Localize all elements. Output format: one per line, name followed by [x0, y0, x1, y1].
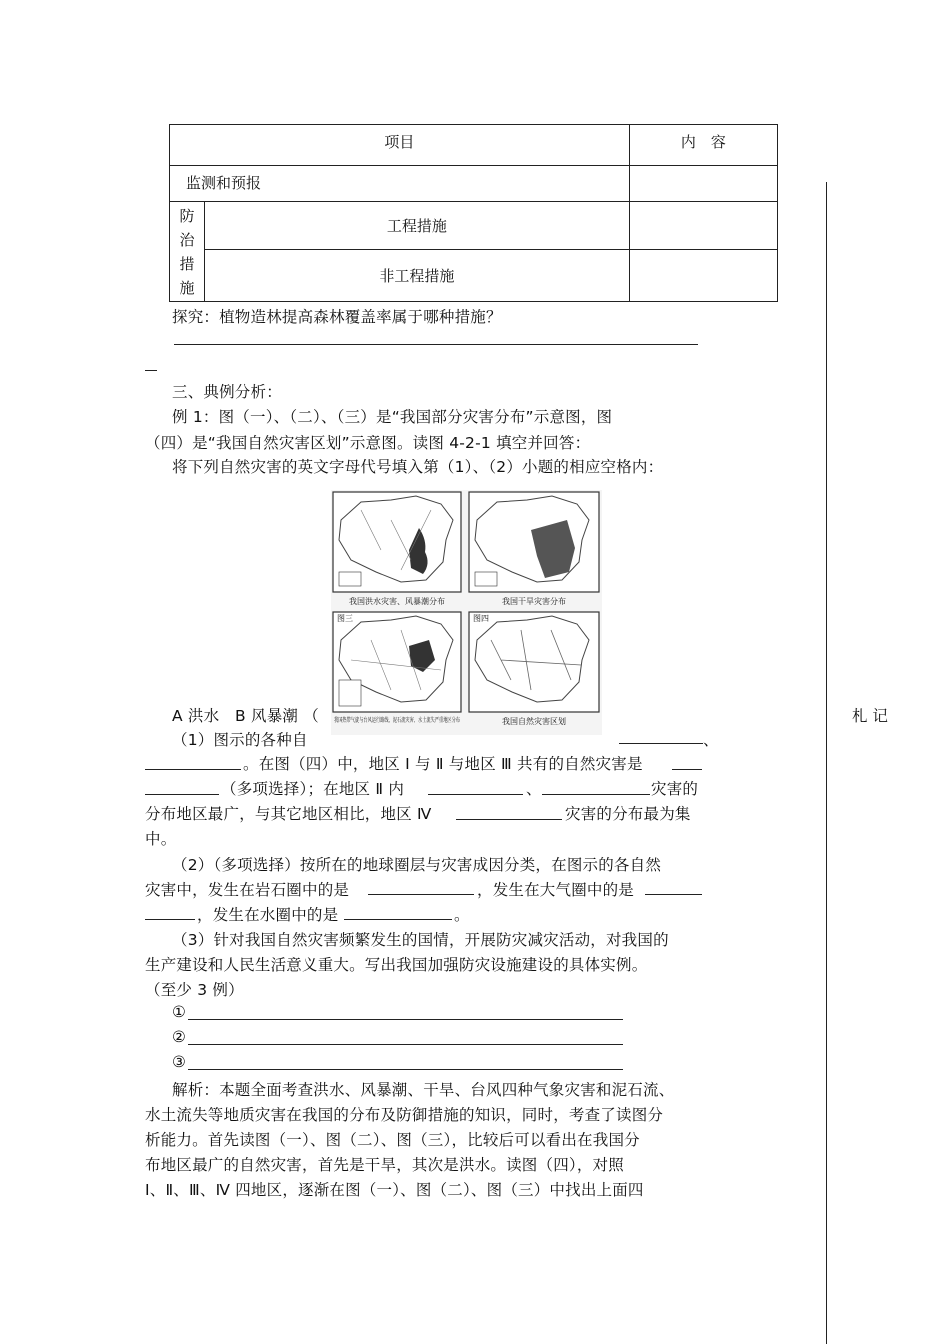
blank-q1-a [619, 743, 703, 744]
analysis-line4: 布地区最广的自然灾害，首先是干旱，其次是洪水。读图（四），对照 [145, 1156, 624, 1174]
q1-line1: （1）图示的各种自 [172, 731, 308, 749]
fig-caption-2: 我国干旱灾害分布 [502, 597, 566, 606]
non-engineering-content [629, 250, 777, 302]
q1-line5: 中。 [145, 830, 177, 848]
analysis-line1: 解析：本题全面考查洪水、风暴潮、干旱、台风四种气象灾害和泥石流、 [172, 1081, 675, 1099]
fig-caption-1: 我国洪水灾害、风暴潮分布 [349, 597, 445, 606]
fig-caption-4: 我国自然灾害区划 [502, 717, 566, 726]
q1-line4b: 灾害的分布最为集 [565, 805, 691, 823]
table-header-item: 项目 [170, 125, 630, 166]
blank-q1-e [542, 794, 650, 795]
measures-table [169, 124, 778, 302]
q1-line2: 。在图（四）中，地区 Ⅰ 与 Ⅱ 与地区 Ⅲ 共有的自然灾害是 [243, 755, 643, 773]
q1-line3b: 、 [526, 780, 542, 798]
fig-label-4: 图四 [473, 614, 489, 623]
row-monitor-content [629, 166, 777, 202]
blank-q1-b [145, 769, 241, 770]
answer-line-2 [188, 1044, 623, 1045]
blank-q1-c [672, 769, 702, 770]
blank-q2-c [344, 919, 452, 920]
blank-q1-f [456, 819, 562, 820]
q1-line3a: （多项选择）；在地区 Ⅱ 内 [221, 780, 405, 798]
analysis-line5: Ⅰ、Ⅱ、Ⅲ、Ⅳ 四地区，逐渐在图（一）、图（二）、图（三）中找出上面四 [145, 1181, 644, 1199]
fig-label-3: 图三 [337, 614, 353, 623]
answer-mark-2: ② [172, 1028, 187, 1046]
prevent-char-1: 防 [179, 206, 195, 225]
options-line: A 洪水 B 风暴潮 （ [172, 707, 319, 725]
explore-question: 探究：植物造林提高森林覆盖率属于哪种措施？ [172, 308, 502, 326]
fig-caption-3: 我国热带气旋与台风运行路线、泥石流灾害、水土流失严重地区分布 [334, 717, 515, 724]
q2-line3a: ，发生在水圈中的是 [197, 906, 339, 924]
answer-mark-1: ① [172, 1003, 187, 1021]
prevent-char-3: 措 [179, 254, 195, 273]
engineering-content [629, 202, 777, 250]
answer-line-1 [188, 1019, 623, 1020]
q1-line4a: 分布地区最广，与其它地区相比，地区 Ⅳ [145, 805, 432, 823]
section3-title: 三、典例分析： [172, 383, 282, 401]
analysis-line3: 析能力。首先读图（一）、图（二）、图（三），比较后可以看出在我国分 [145, 1131, 640, 1149]
q3-line2: 生产建设和人民生活意义重大。写出我国加强防灾设施建设的具体实例。 [145, 956, 648, 974]
blank-q1-c2 [145, 794, 219, 795]
blank-q2-b2 [145, 919, 195, 920]
fill-instruction: 将下列自然灾害的英文字母代号填入第（1）、（2）小题的相应空格内： [172, 458, 664, 476]
prevent-char-4: 施 [179, 278, 195, 297]
blank-q2-b [645, 894, 702, 895]
example1-line1: 例 1：图（一）、（二）、（三）是“我国部分灾害分布”示意图，图 [172, 408, 613, 426]
blank-q2-a [368, 894, 474, 895]
side-note: 札 记 [852, 707, 888, 725]
example1-line2: （四）是“我国自然灾害区划”示意图。读图 4-2-1 填空并回答： [145, 434, 591, 452]
answer-line-explore [174, 344, 698, 345]
margin-divider [826, 182, 827, 1344]
q2-line2b: ，发生在大气圈中的是 [477, 881, 635, 899]
row-monitor-label: 监测和预报 [170, 166, 630, 202]
engineering-label: 工程措施 [205, 202, 630, 250]
q2-line1: （2）（多项选择）按所在的地球圈层与灾害成因分类，在图示的各自然 [172, 856, 662, 874]
q3-line1: （3）针对我国自然灾害频繁发生的国情，开展防灾减灾活动，对我国的 [172, 931, 669, 949]
prevent-label [170, 202, 205, 302]
q1-line3c: 灾害的 [651, 780, 699, 798]
q2-line3b: 。 [454, 906, 470, 924]
analysis-line2: 水土流失等地质灾害在我国的分布及防御措施的知识，同时，考查了读图分 [145, 1106, 664, 1124]
q3-line3: （至少 3 例） [145, 981, 244, 999]
prevent-char-2: 治 [179, 230, 195, 249]
table-header-content: 内 容 [629, 125, 777, 166]
disaster-map-figure [331, 490, 602, 735]
blank-q1-d [428, 794, 523, 795]
non-engineering-label: 非工程措施 [205, 250, 630, 302]
answer-line-explore-tail [145, 370, 157, 371]
answer-line-3 [188, 1069, 623, 1070]
q2-line2a: 灾害中，发生在岩石圈中的是 [145, 881, 350, 899]
answer-mark-3: ③ [172, 1053, 187, 1071]
q1-line1-end: 、 [703, 731, 719, 749]
